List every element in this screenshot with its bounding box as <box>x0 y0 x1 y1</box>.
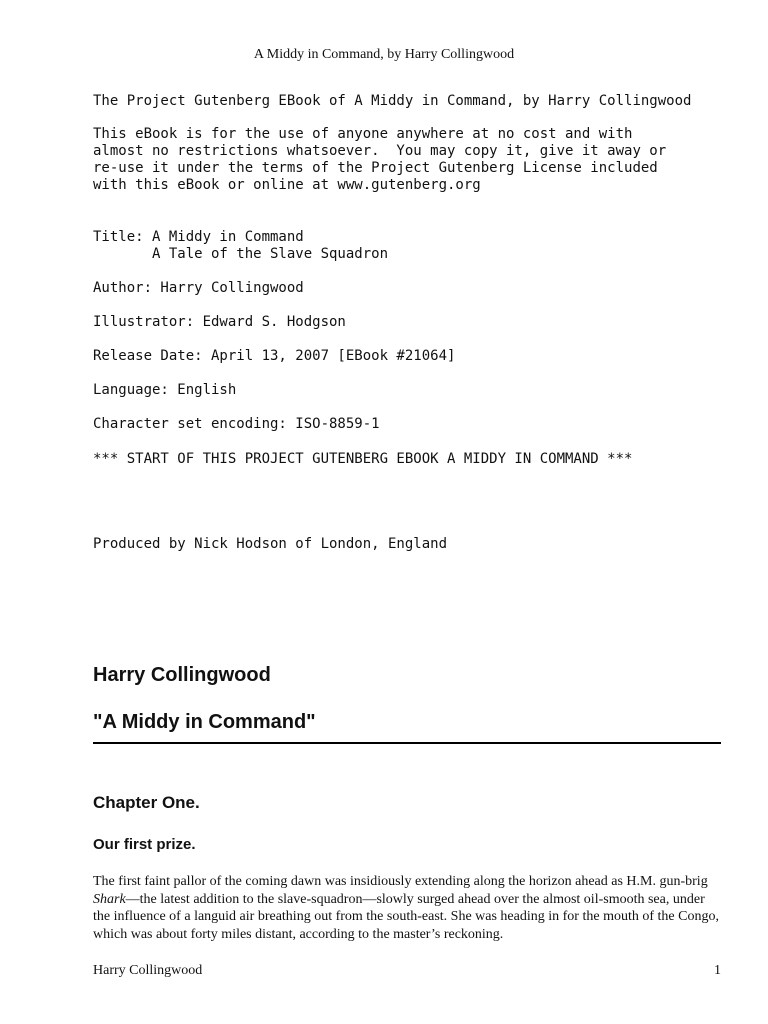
running-header: A Middy in Command, by Harry Collingwood <box>253 47 515 62</box>
subtitle-line: A Tale of the Slave Squadron <box>93 246 389 262</box>
license-line: re-use it under the terms of the Project Gutenberg License included <box>93 160 658 176</box>
ship-name-italic: Shark <box>93 891 126 907</box>
author-line: Author: Harry Collingwood <box>93 280 304 296</box>
license-line: with this eBook or online at www.gutenberg.org <box>93 177 481 193</box>
release-date-line: Release Date: April 13, 2007 [EBook #21064] <box>93 348 456 364</box>
page-footer <box>93 963 721 979</box>
footer-author: Harry Collingwood <box>93 963 203 978</box>
license-block <box>93 126 666 194</box>
book-author-heading: Harry Collingwood <box>93 664 271 686</box>
paragraph-text-end: —the latest addition to the slave-squadron—slowly surged ahead over the almost oil-smooth sea, under the influence of a languid air breathing out from the south-east. She was heading in for the mouth of the Congo, which was about forty miles distant, according to the master’s reckoning. <box>93 891 719 942</box>
page-number: 1 <box>714 963 721 978</box>
title-line: Title: A Middy in Command <box>93 229 304 245</box>
title-block <box>93 229 388 263</box>
encoding-line: Character set encoding: ISO-8859-1 <box>93 416 380 432</box>
license-line: This eBook is for the use of anyone anywhere at no cost and with <box>93 126 633 142</box>
book-title-heading: "A Middy in Command" <box>93 711 316 733</box>
start-marker-line: *** START OF THIS PROJECT GUTENBERG EBOOK A MIDDY IN COMMAND *** <box>93 451 633 467</box>
ebook-line: The Project Gutenberg EBook of A Middy in Command, by Harry Collingwood <box>93 93 692 109</box>
illustrator-line: Illustrator: Edward S. Hodgson <box>93 314 346 330</box>
paragraph-text-start: The first faint pallor of the coming dawn was insidiously extending along the horizon ahead as H.M. gun-brig <box>93 874 708 889</box>
chapter-heading: Chapter One. <box>93 793 200 812</box>
license-line: almost no restrictions whatsoever. You may copy it, give it away or <box>93 143 667 159</box>
body-paragraph <box>93 873 723 943</box>
title-divider <box>93 742 721 744</box>
language-line: Language: English <box>93 382 237 398</box>
section-heading: Our first prize. <box>93 836 196 853</box>
produced-by-line: Produced by Nick Hodson of London, England <box>93 536 448 552</box>
